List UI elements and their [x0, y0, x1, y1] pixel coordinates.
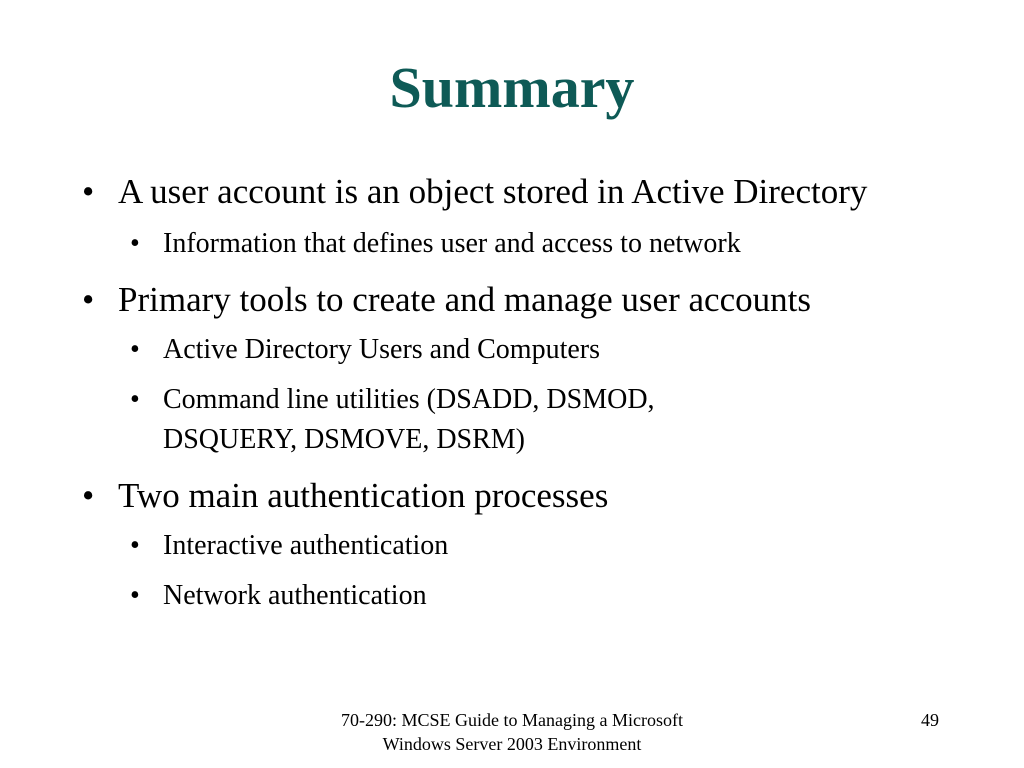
sub-bullet-text: Information that defines user and access to network — [163, 228, 741, 259]
sub-bullet-text: Command line utilities (DSADD, DSMOD, DSQUERY, DSMOVE, DSRM) — [163, 384, 655, 455]
footer-line-1: 70-290: MCSE Guide to Managing a Microsoft — [341, 710, 683, 730]
footer-line-2: Windows Server 2003 Environment — [382, 734, 642, 754]
slide-title: Summary — [389, 55, 635, 120]
bullet-text: Primary tools to create and manage user accounts — [118, 280, 811, 319]
bullet-dot-icon: • — [130, 228, 140, 259]
bullet-dot-icon: • — [130, 580, 140, 611]
sub-bullet-text: Network authentication — [163, 580, 427, 611]
bullet-dot-icon: • — [82, 172, 95, 211]
sub-bullet-item — [0, 330, 1024, 370]
footer-course-title — [262, 708, 762, 756]
sub-bullet-text: Interactive authentication — [163, 530, 449, 561]
bullet-item — [0, 472, 1024, 520]
sub-bullet-item — [0, 380, 1024, 460]
sub-bullet-text: Active Directory Users and Computers — [163, 334, 600, 365]
bullet-text: Two main authentication processes — [118, 476, 609, 515]
bullet-dot-icon: • — [82, 476, 95, 515]
bullet-dot-icon: • — [82, 280, 95, 319]
bullet-item — [0, 168, 1024, 216]
bullet-item — [0, 276, 1024, 324]
bullet-dot-icon: • — [130, 530, 140, 561]
bullet-list — [0, 168, 1024, 616]
sub-bullet-item — [0, 576, 1024, 616]
bullet-dot-icon: • — [130, 334, 140, 365]
bullet-text: A user account is an object stored in Active Directory — [118, 172, 868, 211]
bullet-dot-icon: • — [130, 384, 140, 415]
sub-bullet-item — [0, 224, 1024, 264]
sub-bullet-item — [0, 526, 1024, 566]
page-number: 49 — [921, 710, 939, 730]
